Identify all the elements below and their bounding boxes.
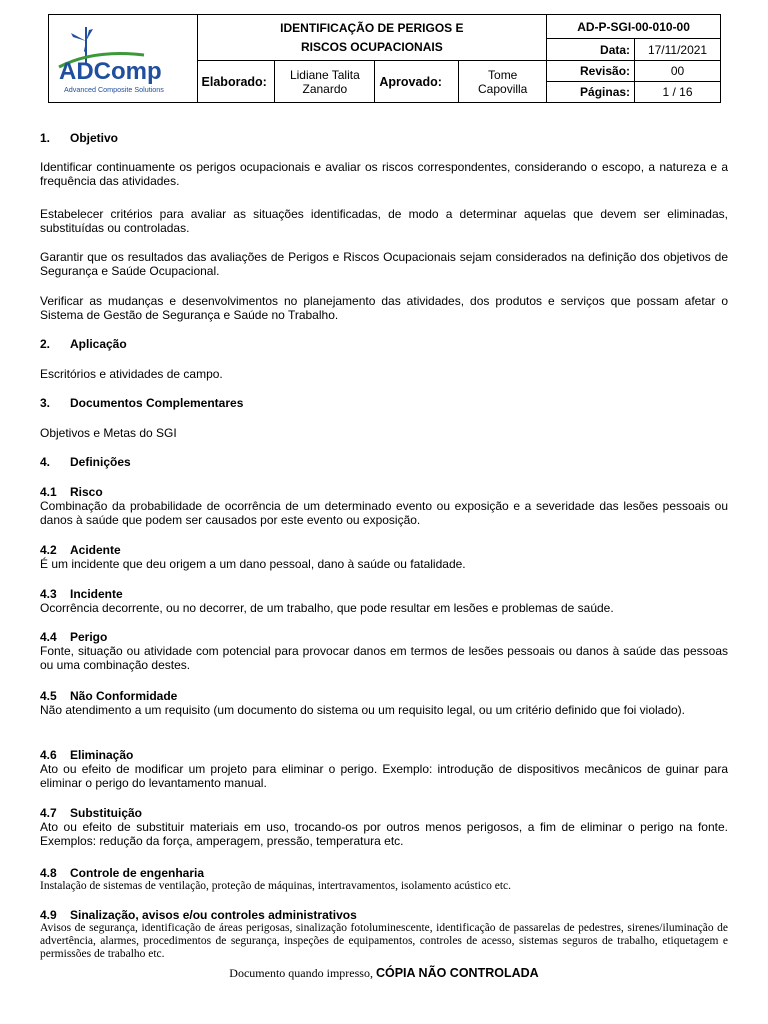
aprovado-value: Tome Capovilla [459,61,547,103]
section-1-heading: 1. Objetivo [40,131,119,145]
adcomp-logo [49,15,195,99]
paginas-value: 1 / 16 [635,82,721,103]
document-code: AD-P-SGI-00-010-00 [547,15,721,39]
definition-4-7: 4.7 Substituição Ato ou efeito de substituir materiais em uso, trocando-os por outros menos perigosos, a fim de eliminar o perigo na fonte. Exemplos: redução da força, amperagem, pressão, temperatura etc. [40,806,728,848]
logo-brand: ADComp [59,58,162,85]
revisao-value: 00 [635,61,721,82]
data-value: 17/11/2021 [635,39,721,61]
s1-paragraph-4: Verificar as mudanças e desenvolvimentos no planejamento das atividades, dos produtos e serviços que possam afetar o Sistema de Gestão de Segurança e Saúde no Trabalho. [40,294,728,322]
document-title: IDENTIFICAÇÃO DE PERIGOS E RISCOS OCUPACIONAIS [197,15,547,61]
logo-tagline: Advanced Composite Solutions [64,85,164,94]
definition-4-8: 4.8 Controle de engenharia Instalação de sistemas de ventilação, proteção de máquinas, intertravamentos, isolamento acústico etc. [40,866,512,892]
definition-4-6: 4.6 Eliminação Ato ou efeito de modificar um projeto para eliminar o perigo. Exemplo: introdução de dispositivos mecânicos de guinar para eliminar o perigo do levantamento manual. [40,748,728,790]
paginas-label: Páginas: [547,82,635,103]
definition-4-9: 4.9 Sinalização, avisos e/ou controles administrativos Avisos de segurança, identificação de áreas perigosas, sinalização fotoluminescente, identificação de passarelas de pedestres, sirenes/iluminação de advertência, alarmes, procedimentos de segurança, inspeções de equipamentos, controles de acesso, sistemas seguros de trabalho, etiquetagem e permissões de trabalho etc. [40,908,728,960]
section-3-heading: 3. Documentos Complementares [40,396,244,410]
definition-4-1: 4.1 Risco Combinação da probabilidade de ocorrência de um determinado evento ou exposição e a severidade das lesões pessoais ou danos à saúde que podem ser causados por este evento ou exposição. [40,485,728,527]
aprovado-label: Aprovado: [375,61,459,103]
footer-note: Documento quando impresso, CÓPIA NÃO CONTROLADA [229,966,539,980]
section-2-heading: 2. Aplicação [40,337,127,351]
logo-cell [49,15,198,103]
s2-paragraph-1: Escritórios e atividades de campo. [40,367,223,381]
s1-paragraph-2: Estabelecer critérios para avaliar as situações identificadas, de modo a determinar aquelas que devem ser eliminadas, substituídas ou controladas. [40,207,728,235]
definition-4-2: 4.2 Acidente É um incidente que deu origem a um dano pessoal, dano à saúde ou fatalidade. [40,543,466,571]
definition-4-5: 4.5 Não Conformidade Não atendimento a um requisito (um documento do sistema ou um requisito legal, ou um critério definido que foi violado). [40,689,686,717]
data-label: Data: [547,39,635,61]
elaborado-value: Lidiane Talita Zanardo [275,61,375,103]
document-header [48,14,721,103]
definition-4-3: 4.3 Incidente Ocorrência decorrente, ou no decorrer, de um trabalho, que pode resultar em lesões e problemas de saúde. [40,587,614,615]
s3-paragraph-1: Objetivos e Metas do SGI [40,426,177,440]
revisao-label: Revisão: [547,61,635,82]
section-4-heading: 4. Definições [40,455,131,469]
s1-paragraph-3: Garantir que os resultados das avaliações de Perigos e Riscos Ocupacionais sejam considerados na definição dos objetivos de Segurança e Saúde Ocupacional. [40,250,728,278]
definition-4-4: 4.4 Perigo Fonte, situação ou atividade com potencial para provocar danos em termos de lesões pessoais ou danos à saúde das pessoas ou uma combinação destes. [40,630,728,672]
elaborado-label: Elaborado: [197,61,275,103]
s1-paragraph-1: Identificar continuamente os perigos ocupacionais e avaliar os riscos correspondentes, considerando o escopo, a natureza e a frequência das atividades. [40,160,728,188]
